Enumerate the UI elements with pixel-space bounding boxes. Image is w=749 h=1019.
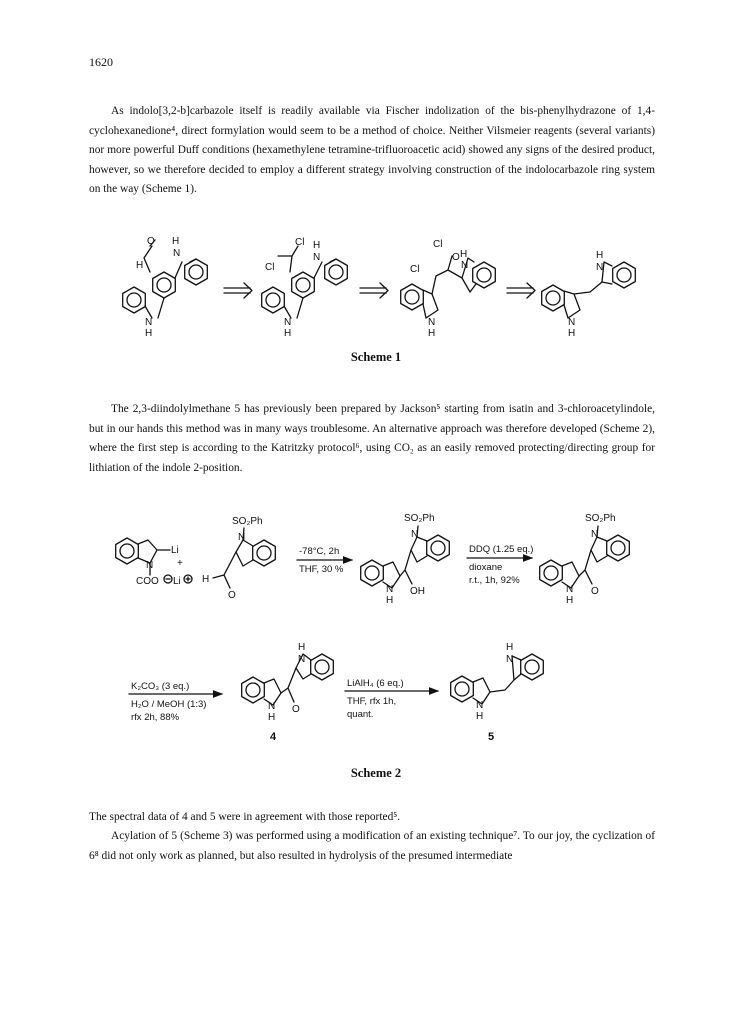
- paragraph-spectral: [89, 808, 655, 828]
- svg-text:H: H: [136, 260, 144, 271]
- svg-text:H: H: [428, 328, 436, 339]
- svg-text:THF, 30 %: THF, 30 %: [299, 564, 344, 575]
- svg-text:N: N: [238, 532, 246, 543]
- svg-text:N: N: [386, 584, 394, 595]
- svg-text:N: N: [298, 654, 306, 665]
- svg-text:H: H: [386, 595, 394, 606]
- svg-text:LiAlH₄ (6 eq.): LiAlH₄ (6 eq.): [347, 678, 404, 689]
- svg-text:O: O: [292, 704, 300, 715]
- svg-text:O: O: [591, 586, 599, 597]
- paragraph-spectral-text: The spectral data of 4 and 5 were in agreement with those reported⁵.: [89, 811, 401, 823]
- svg-text:quant.: quant.: [347, 709, 374, 720]
- svg-text:N: N: [476, 700, 484, 711]
- svg-text:N: N: [313, 252, 321, 263]
- svg-text:O: O: [228, 590, 236, 601]
- svg-text:rfx 2h, 88%: rfx 2h, 88%: [131, 712, 180, 723]
- svg-text:N: N: [268, 701, 276, 712]
- svg-text:Li: Li: [171, 545, 179, 556]
- scheme2-alcohol: [361, 526, 450, 588]
- svg-text:N: N: [596, 262, 604, 273]
- scheme-1-caption: Scheme 1: [350, 350, 402, 364]
- svg-text:THF, rfx 1h,: THF, rfx 1h,: [347, 696, 397, 707]
- svg-text:r.t., 1h, 92%: r.t., 1h, 92%: [469, 575, 520, 586]
- svg-text:N: N: [411, 529, 419, 540]
- svg-text:N: N: [145, 317, 153, 328]
- svg-text:K₂CO₃ (3 eq.): K₂CO₃ (3 eq.): [131, 681, 190, 692]
- svg-text:N: N: [146, 560, 154, 571]
- svg-text:-78°C, 2h: -78°C, 2h: [299, 546, 340, 557]
- paragraph-acylation-text: Acylation of 5 (Scheme 3) was performed using a modification of an existing technique⁷. To our joy, the cyclization of 6⁸ did not only work as planned, but also resulted in hydrolysis of the presumed intermediate: [89, 830, 655, 862]
- svg-text:COO: COO: [136, 576, 159, 587]
- svg-text:dioxane: dioxane: [469, 562, 503, 573]
- svg-text:O: O: [147, 236, 155, 247]
- svg-text:SO₂Ph: SO₂Ph: [404, 513, 435, 524]
- svg-text:5: 5: [488, 731, 495, 743]
- svg-text:N: N: [566, 584, 574, 595]
- svg-text:N: N: [506, 654, 514, 665]
- svg-text:H: H: [298, 642, 306, 653]
- svg-text:H: H: [172, 236, 180, 247]
- svg-text:H: H: [460, 249, 468, 260]
- svg-text:Li: Li: [173, 576, 181, 587]
- svg-text:H: H: [313, 240, 321, 251]
- svg-text:N: N: [461, 260, 469, 271]
- svg-text:H₂O / MeOH (1:3): H₂O / MeOH (1:3): [131, 699, 207, 710]
- svg-text:SO₂Ph: SO₂Ph: [585, 513, 616, 524]
- scheme-2-caption: Scheme 2: [350, 766, 402, 780]
- svg-text:N: N: [284, 317, 292, 328]
- paragraph-intro-text: As indolo[3,2-b]carbazole itself is readily available via Fischer indolization of the bis-phenylhydrazone of 1,4-cyclohexanedione⁴, direct formylation would seem to be a method of choice. Neither Vilsmeier reagents (several variants) nor more powerful Duff conditions (hexamethylene tetramine-trifluoroacetic acid) showed any signs of the desired product, however, so we therefore decided to employ a different strategy involving construction of the indolocarbazole ring system on the way (Scheme 1).: [89, 105, 655, 195]
- svg-text:DDQ (1.25 eq.): DDQ (1.25 eq.): [469, 544, 534, 555]
- svg-text:+: +: [177, 558, 183, 569]
- svg-text:4: 4: [270, 731, 277, 743]
- svg-text:SO₂Ph: SO₂Ph: [232, 516, 263, 527]
- svg-text:O: O: [452, 252, 460, 263]
- scheme2-indole-li: [116, 538, 170, 575]
- svg-text:Cl: Cl: [265, 262, 275, 273]
- paragraph-acylation: [89, 827, 655, 866]
- page-number: 1620: [89, 55, 113, 69]
- scheme2-compound-4: [242, 654, 334, 705]
- scheme2-ketone: [540, 526, 630, 588]
- svg-text:N: N: [428, 317, 436, 328]
- svg-text:Cl: Cl: [295, 237, 305, 248]
- svg-text:H: H: [568, 328, 576, 339]
- svg-text:H: H: [284, 328, 292, 339]
- svg-text:H: H: [202, 574, 210, 585]
- svg-text:H: H: [596, 250, 604, 261]
- svg-text:Cl: Cl: [410, 264, 420, 275]
- svg-text:H: H: [268, 712, 276, 723]
- svg-text:H: H: [506, 642, 514, 653]
- paragraph-diindolylmethane-text: The 2,3-diindolylmethane 5 has previously been prepared by Jackson⁵ starting from isatin and 3-chloroacetylindole, but in our hands this method was in many ways troublesome. An alternative approach was therefore developed (Scheme 2), where the first step is according to the Katritzky protocol⁶, using CO₂ as an easily removed protecting/directing group for lithiation of the indole 2-position.: [89, 403, 655, 474]
- svg-text:N: N: [173, 248, 181, 259]
- svg-text:Cl: Cl: [433, 239, 443, 250]
- scheme2-compound-5: [451, 654, 544, 704]
- svg-text:N: N: [568, 317, 576, 328]
- svg-text:H: H: [476, 711, 484, 722]
- svg-text:H: H: [145, 328, 153, 339]
- svg-text:N: N: [591, 529, 599, 540]
- svg-text:H: H: [566, 595, 574, 606]
- svg-text:OH: OH: [410, 586, 425, 597]
